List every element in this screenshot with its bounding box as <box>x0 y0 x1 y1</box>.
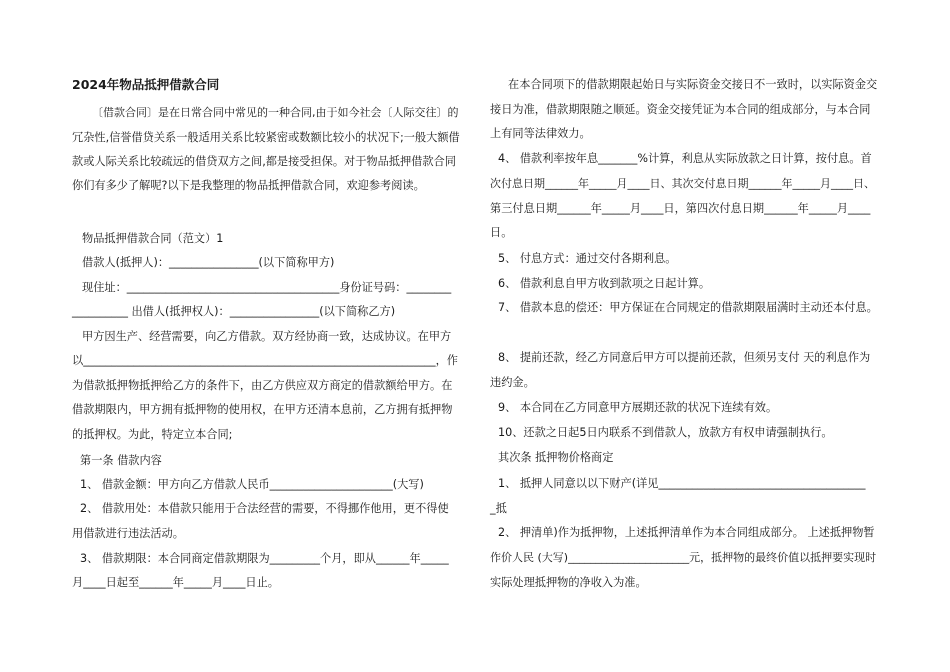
paragraph-line: 6、 借款利息自甲方收到款项之日起计算。 <box>498 277 711 290</box>
paragraph-line: 8、 提前还款，经乙方同意后甲方可以提前还款，但须另支付 天的利息作为 <box>498 351 871 364</box>
paragraph-line: 接日为准，借款期限随之顺延。资金交接凭证为本合同的组成部分，与本合同 <box>490 103 871 116</box>
paragraph-line: 次付息日期______年_____月____日、其次交付息日期______年_____月____日、 <box>490 177 875 190</box>
paragraph-line: __________ 出借人(抵押权人)：________________(以下简称乙方) <box>72 305 396 318</box>
paragraph-line: 4、 借款利率按年息_______%计算，利息从实际放款之日计算，按付息。首 <box>498 152 872 165</box>
paragraph-line: 5、 付息方式：通过交付各期利息。 <box>498 252 677 265</box>
paragraph-line: _抵 <box>490 502 507 515</box>
paragraph-line: 2、 押清单)作为抵押物，上述抵押清单作为本合同组成部分。 上述抵押物暂 <box>498 526 875 539</box>
paragraph-line: 1、 借款金额：甲方向乙方借款人民币______________________(大写) <box>80 478 424 491</box>
document-title: 2024年物品抵押借款合同 <box>72 77 220 92</box>
paragraph-line: 甲方因生产、经营需要，向乙方借款。双方经协商一致，达成协议。在甲方 <box>82 330 452 343</box>
paragraph-line: 违约金。 <box>490 376 535 389</box>
paragraph-line: 10、还款之日起5日内联系不到借款人，放款方有权申请强制执行。 <box>498 426 833 439</box>
paragraph-line: 上有同等法律效力。 <box>490 127 591 140</box>
paragraph-line: 实际处理抵押物的净收入为准。 <box>490 576 647 589</box>
paragraph-line: 〔借款合同〕是在日常合同中常见的一种合同,由于如今社会〔人际交往〕的 <box>92 106 459 119</box>
paragraph-line: 冗杂性,信誉借贷关系一般适用关系比较紧密或数额比较小的状况下;一般大额借 <box>72 131 460 144</box>
paragraph-line: 借款期限内，甲方拥有抵押物的使用权，在甲方还清本息前，乙方拥有抵押物 <box>72 403 453 416</box>
paragraph-line: 日。 <box>490 226 513 239</box>
article-heading: 第一条 借款内容 <box>80 454 162 467</box>
paragraph-line: 的抵押权。为此，特定立本合同; <box>72 428 233 441</box>
section-heading: 物品抵押借款合同（范文）1 <box>82 232 224 245</box>
paragraph-line: 月____日起至______年_____月____日止。 <box>72 576 279 589</box>
paragraph-line: 现住址：______________________________________身份证号码：________ <box>82 281 452 294</box>
paragraph-line: 作价人民 (大写)______________________元，抵押物的最终价值以抵押要实现时 <box>490 551 877 564</box>
paragraph-line: 3、 借款期限：本合同商定借款期限为_________个月，即从______年_____ <box>80 552 449 565</box>
paragraph-line: 2、 借款用处：本借款只能用于合法经营的需要，不得挪作他用，更不得使 <box>80 502 449 515</box>
paragraph-line: 以_______________________________________________________________，作 <box>72 354 458 367</box>
paragraph-line: 用借款进行违法活动。 <box>72 527 184 540</box>
paragraph-line: 1、 抵押人同意以以下财产(详见_____________________________________ <box>498 477 866 490</box>
paragraph-line: 9、 本合同在乙方同意甲方展期还款的状况下连续有效。 <box>498 401 778 414</box>
paragraph-line: 为借款抵押物抵押给乙方的条件下，由乙方供应双方商定的借款额给甲方。在 <box>72 379 453 392</box>
paragraph-line: 在本合同项下的借款期限起始日与实际资金交接日不一致时，以实际资金交 <box>508 78 878 91</box>
paragraph-line: 借款人(抵押人)：________________(以下简称甲方) <box>82 256 335 269</box>
paragraph-line: 第三付息日期______年_____月____日，第四次付息日期______年_____月____ <box>490 202 871 215</box>
paragraph-line: 你们有多少了解呢?以下是我整理的物品抵押借款合同，欢迎参考阅读。 <box>72 179 425 192</box>
paragraph-line: 款或人际关系比较疏远的借贷双方之间,都是接受担保。对于物品抵押借款合同 <box>72 155 456 168</box>
article-heading: 其次条 抵押物价格商定 <box>498 451 614 464</box>
paragraph-line: 7、 借款本息的偿还：甲方保证在合同规定的借款期限届满时主动还本付息。 <box>498 301 878 314</box>
